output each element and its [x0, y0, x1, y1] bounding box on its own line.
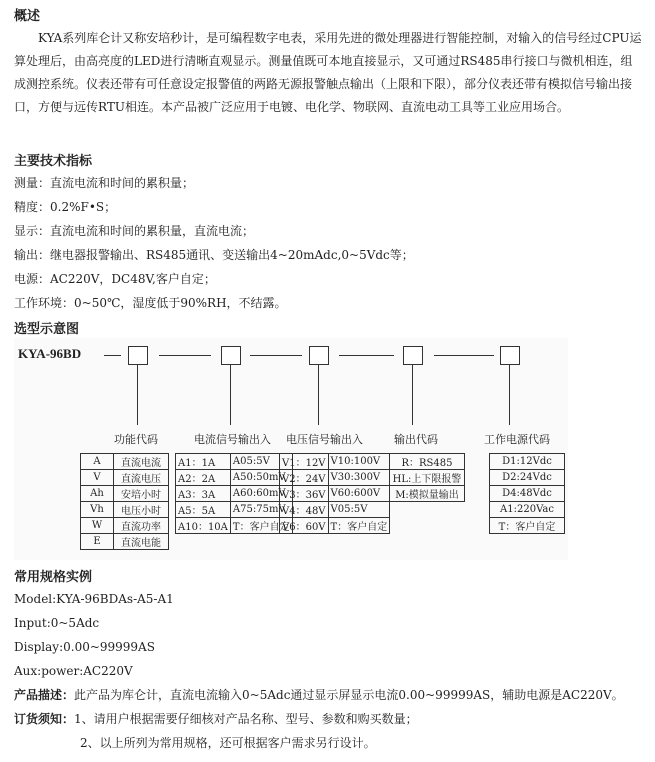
- table-row: [176, 454, 293, 470]
- table-cell: A1:220Vac: [490, 502, 565, 518]
- table-row: [490, 470, 565, 486]
- order-notes: [14, 710, 418, 728]
- table-row: [81, 518, 169, 534]
- table-row: [280, 518, 390, 534]
- power-code-table: [489, 453, 565, 534]
- table-cell: V30:300V: [328, 470, 390, 486]
- function-code-title: 功能代码: [114, 433, 158, 446]
- table-cell: Ah: [81, 486, 114, 502]
- table-cell: A50:50mV: [230, 470, 292, 486]
- table-row: [280, 470, 390, 486]
- code-box-function: [128, 346, 148, 365]
- connector-line: [250, 355, 302, 356]
- table-row: [390, 454, 465, 470]
- order-item-2: 2、以上所列为常用规格，还可根据客户需求另行设计。: [80, 736, 376, 750]
- connector-line: [104, 355, 121, 356]
- current-signal-title: 电流信号输出入: [194, 433, 271, 446]
- table-row: [280, 502, 390, 518]
- specs-heading: 主要技术指标: [14, 154, 93, 169]
- table-row: [280, 486, 390, 502]
- table-cell: A1：1A: [176, 454, 231, 470]
- code-box-current: [221, 346, 241, 365]
- table-cell: A10：10A: [176, 518, 231, 534]
- order-item-1: 1、请用户根据需要仔细核对产品名称、型号、参数和购买数量；: [74, 712, 418, 726]
- connector-line: [339, 355, 394, 356]
- power-code-title: 工作电源代码: [484, 433, 550, 446]
- example-item: Model:KYA-96BDAs-A5-A1: [14, 592, 174, 606]
- table-cell: A60:60mV: [230, 486, 292, 502]
- selection-diagram: [14, 338, 568, 560]
- connector-line: [434, 355, 494, 356]
- table-cell: 安培小时: [114, 486, 169, 502]
- table-row: [490, 454, 565, 470]
- table-row: [81, 534, 169, 550]
- table-cell: V4：48V: [280, 502, 329, 518]
- output-code-title: 输出代码: [394, 433, 438, 446]
- table-row: [81, 502, 169, 518]
- drop-line: [230, 365, 231, 425]
- table-cell: A75:75mV: [230, 502, 292, 518]
- table-cell: 直流电能: [114, 534, 169, 550]
- table-cell: 直流功率: [114, 518, 169, 534]
- table-cell: M:模拟量输出: [390, 486, 465, 502]
- description-label: 产品描述：: [14, 688, 75, 702]
- table-row: [390, 470, 465, 486]
- order-label: 订货须知：: [14, 712, 75, 726]
- spec-item: 显示：直流电流和时间的累积量，直流电流；: [14, 224, 255, 238]
- table-cell: A3：3A: [176, 486, 231, 502]
- overview-heading: 概述: [14, 9, 41, 24]
- table-cell: A5：5A: [176, 502, 231, 518]
- table-cell: D1:12Vdc: [490, 454, 565, 470]
- example-item: Aux:power:AC220V: [14, 664, 133, 678]
- table-cell: T：客户自定: [230, 518, 292, 534]
- spec-item: 工作环境：0~50℃，湿度低于90%RH，不结露。: [14, 296, 287, 310]
- table-cell: A05:5V: [230, 454, 292, 470]
- table-cell: V05:5V: [328, 502, 390, 518]
- voltage-signal-table: [279, 453, 390, 534]
- table-row: [176, 502, 293, 518]
- table-cell: V1：12V: [280, 454, 329, 470]
- current-signal-table: [175, 453, 293, 534]
- table-cell: 直流电流: [114, 454, 169, 470]
- drop-line: [412, 365, 413, 425]
- table-cell: V10:100V: [328, 454, 390, 470]
- table-cell: T：客户自定: [328, 518, 390, 534]
- table-cell: V60:600V: [328, 486, 390, 502]
- table-cell: T：客户自定: [490, 518, 565, 534]
- example-item: Input:0~5Adc: [14, 616, 100, 630]
- spec-item: 测量：直流电流和时间的累积量；: [14, 176, 195, 190]
- code-box-output: [403, 346, 423, 365]
- table-row: [176, 486, 293, 502]
- spec-item: 输出：继电器报警输出、RS485通讯、变送输出4~20mAdc,0~5Vdc等；: [14, 248, 414, 262]
- table-cell: HL:上下限报警: [390, 470, 465, 486]
- table-cell: V: [81, 470, 114, 486]
- table-cell: V3：36V: [280, 486, 329, 502]
- connector-line: [159, 355, 211, 356]
- table-cell: D4:48Vdc: [490, 486, 565, 502]
- table-cell: E: [81, 534, 114, 550]
- table-row: [390, 486, 465, 502]
- function-code-table: [80, 453, 169, 550]
- table-cell: V2：24V: [280, 470, 329, 486]
- table-row: [176, 518, 293, 534]
- table-row: [490, 518, 565, 534]
- table-cell: Vh: [81, 502, 114, 518]
- table-row: [81, 486, 169, 502]
- overview-text: KYA系列库仑计又称安培秒计，是可编程数字电表，采用先进的微处理器进行智能控制，对输入的信号经过CPU运算处理后，由高亮度的LED进行清晰直观显示。测量值既可本地直接显示，又可通过RS485串行接口与微机相连，组成测控系统。仪表还带有可任意设定报警值的两路无源报警触点输出（上限和下限），部分仪表还带有模拟信号输出接口，方便与远传RTU相连。本产品被广泛应用于电镀、电化学、物联网、直流电动工具等工业应用场合。: [14, 31, 642, 114]
- spec-item: 精度：0.2%F•S；: [14, 200, 117, 214]
- code-box-voltage: [309, 346, 329, 365]
- example-heading: 常用规格实例: [14, 570, 93, 585]
- table-row: [176, 470, 293, 486]
- table-cell: A: [81, 454, 114, 470]
- table-cell: R：RS485: [390, 454, 465, 470]
- description-text: 此产品为库仑计，直流电流输入0~5Adc通过显示屏显示电流0.00~99999AS，辅助电源是AC220V。: [74, 688, 624, 702]
- table-row: [81, 470, 169, 486]
- product-description: [14, 686, 624, 704]
- table-cell: W: [81, 518, 114, 534]
- example-item: Display:0.00~99999AS: [14, 640, 155, 654]
- table-row: [280, 454, 390, 470]
- table-cell: 电压小时: [114, 502, 169, 518]
- drop-line: [509, 365, 510, 425]
- table-row: [81, 454, 169, 470]
- drop-line: [137, 365, 138, 425]
- table-row: [490, 502, 565, 518]
- spec-item: 电源：AC220V，DC48V,客户自定；: [14, 272, 216, 286]
- selection-heading: 选型示意图: [14, 322, 80, 337]
- drop-line: [318, 365, 319, 425]
- code-box-power: [500, 346, 520, 365]
- table-cell: A2：2A: [176, 470, 231, 486]
- output-code-table: [389, 453, 465, 502]
- table-row: [490, 486, 565, 502]
- voltage-signal-title: 电压信号输出入: [286, 433, 363, 446]
- table-cell: 直流电压: [114, 470, 169, 486]
- table-cell: V6：60V: [280, 518, 329, 534]
- table-cell: D2:24Vdc: [490, 470, 565, 486]
- model-code: KYA-96BD: [18, 346, 82, 361]
